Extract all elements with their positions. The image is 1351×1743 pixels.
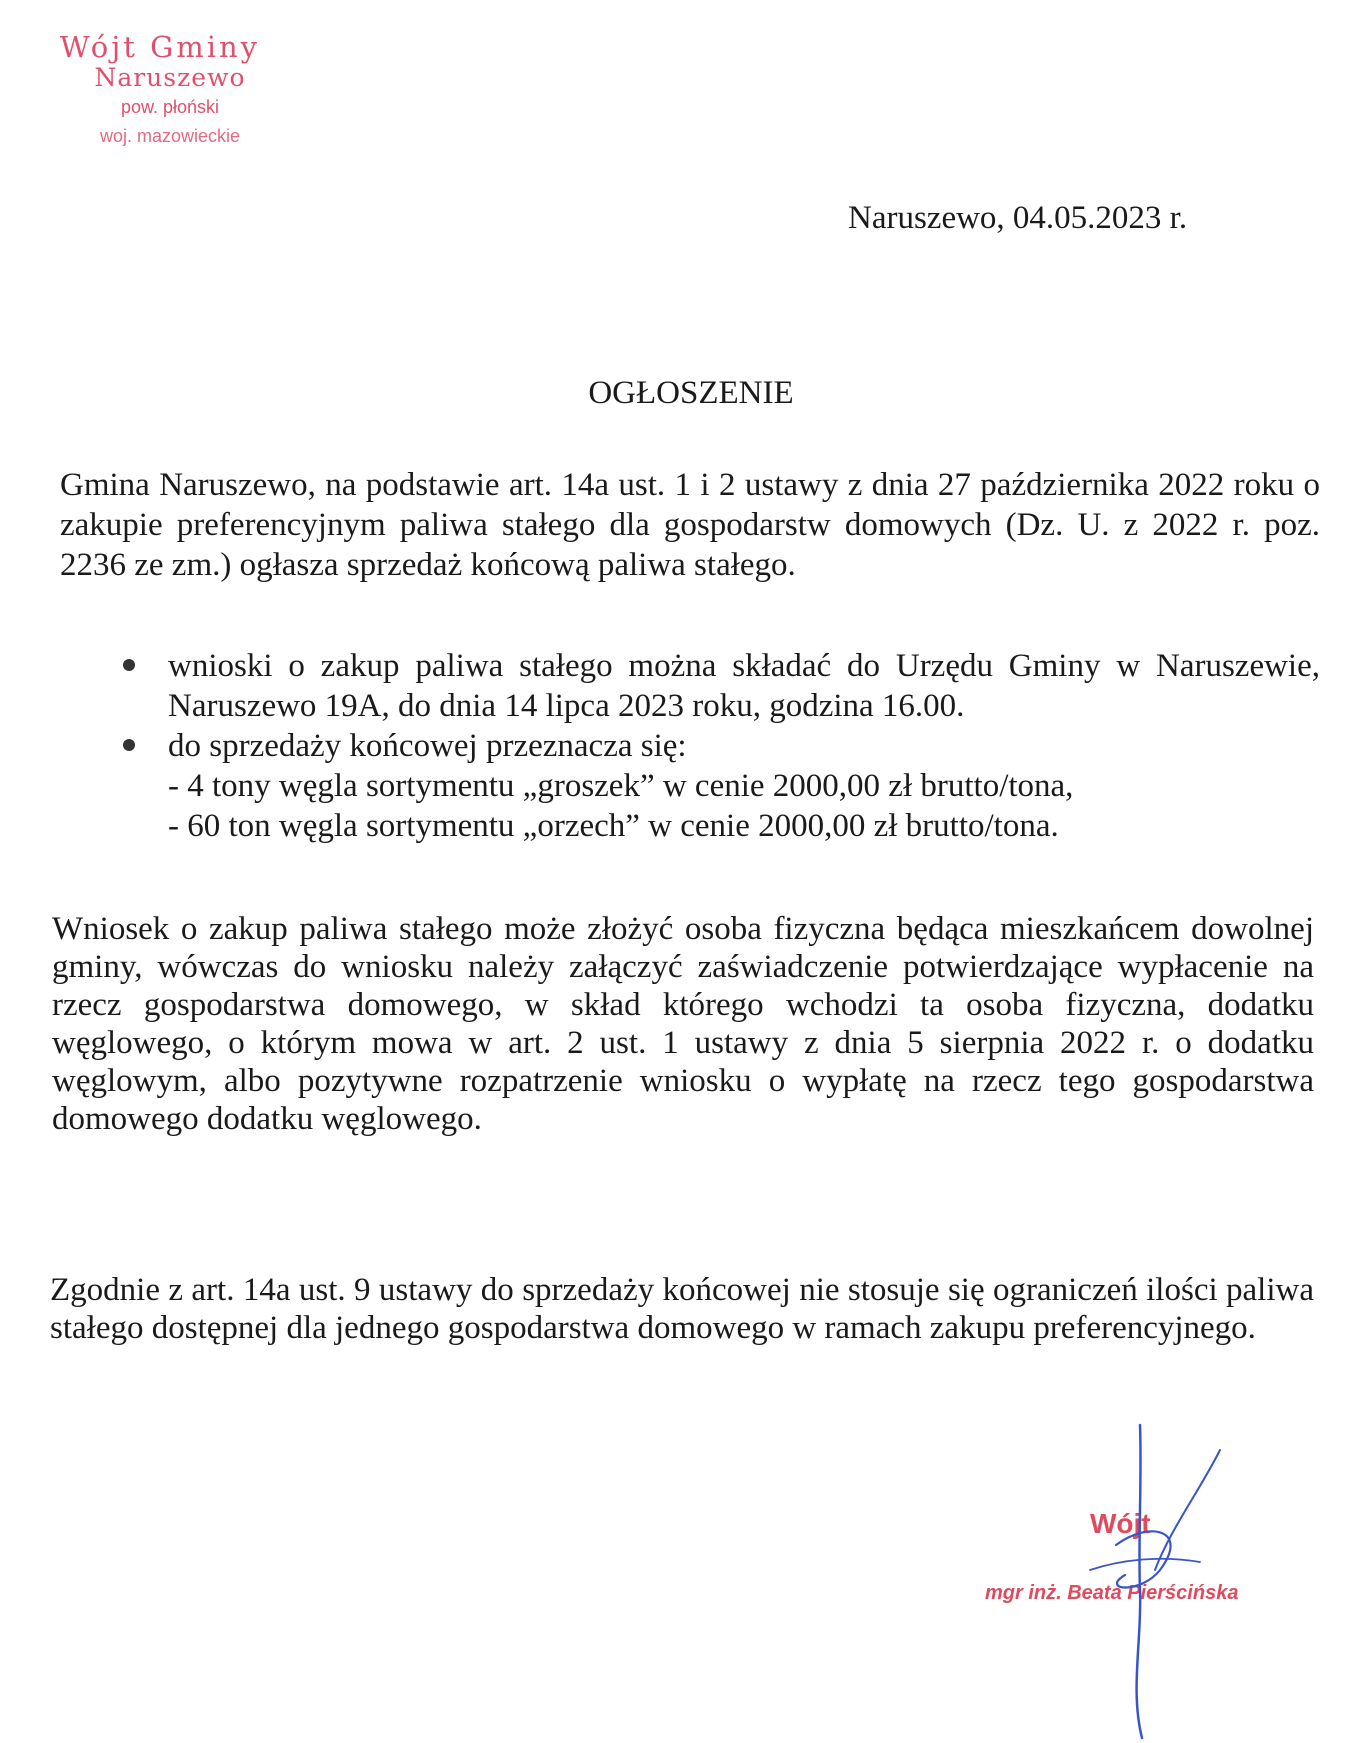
document-title: OGŁOSZENIE — [588, 375, 794, 411]
bullet-list — [95, 646, 1320, 846]
document-date: Naruszewo, 04.05.2023 r. — [848, 200, 1188, 236]
bullet-icon — [123, 739, 135, 751]
bullet-item-allocation — [95, 726, 1320, 846]
bullet-item-applications — [95, 646, 1320, 726]
allocation-line-groszek: - 4 tony węgla sortymentu „groszek” w cenie 2000,00 zł brutto/tona, — [168, 768, 1074, 804]
signature-name: mgr inż. Beata Pierścińska — [985, 1582, 1239, 1604]
handwritten-signature — [1030, 1420, 1250, 1740]
limits-paragraph: Zgodnie z art. 14a ust. 9 ustawy do sprzedaży końcowej nie stosuje się ograniczeń ilości paliwa stałego dostępnej dla jednego gospodarstwa domowego w ramach zakupu preferencyjnego. — [50, 1272, 1314, 1346]
signature-title: Wójt — [1090, 1508, 1151, 1539]
eligibility-paragraph: Wniosek o zakup paliwa stałego może złożyć osoba fizyczna będąca mieszkańcem dowolnej gminy, wówczas do wniosku należy załączyć zaświadczenie potwierdzające wypłacenie na rzecz gospodarstwa domowego, w skład którego wchodzi ta osoba fizyczna, dodatku węglowego, o którym mowa w art. 2 ust. 1 ustawy z dnia 5 sierpnia 2022 r. o dodatku węglowym, albo pozytywne rozpatrzenie wniosku o wypłatę na rzecz tego gospodarstwa domowego dodatku węglowego. — [52, 911, 1314, 1137]
stamp-line-commune: Naruszewo — [94, 63, 246, 92]
stamp-line-county: pow. płoński — [120, 97, 220, 117]
bullet-icon — [123, 659, 135, 671]
intro-paragraph: Gmina Naruszewo, na podstawie art. 14a ust. 1 i 2 ustawy z dnia 27 października 2022 roku o zakupie preferencyjnym paliwa stałego dla gospodarstw domowych (Dz. U. z 2022 r. poz. 2236 ze zm.) ogłasza sprzedaż końcową paliwa stałego. — [60, 467, 1320, 583]
allocation-line-orzech: - 60 ton węgla sortymentu „orzech” w cenie 2000,00 zł brutto/tona. — [168, 808, 1059, 844]
bullet-text: wnioski o zakup paliwa stałego można składać do Urzędu Gminy w Naruszewie, Naruszewo 19A, do dnia 14 lipca 2023 roku, godzina 16.00. — [168, 648, 1320, 724]
bullet-text: do sprzedaży końcowej przeznacza się: — [168, 728, 687, 764]
stamp-line-voivodeship: woj. mazowieckie — [99, 126, 241, 146]
header-stamp — [35, 30, 305, 147]
stamp-line-office: Wójt Gminy — [59, 30, 261, 64]
